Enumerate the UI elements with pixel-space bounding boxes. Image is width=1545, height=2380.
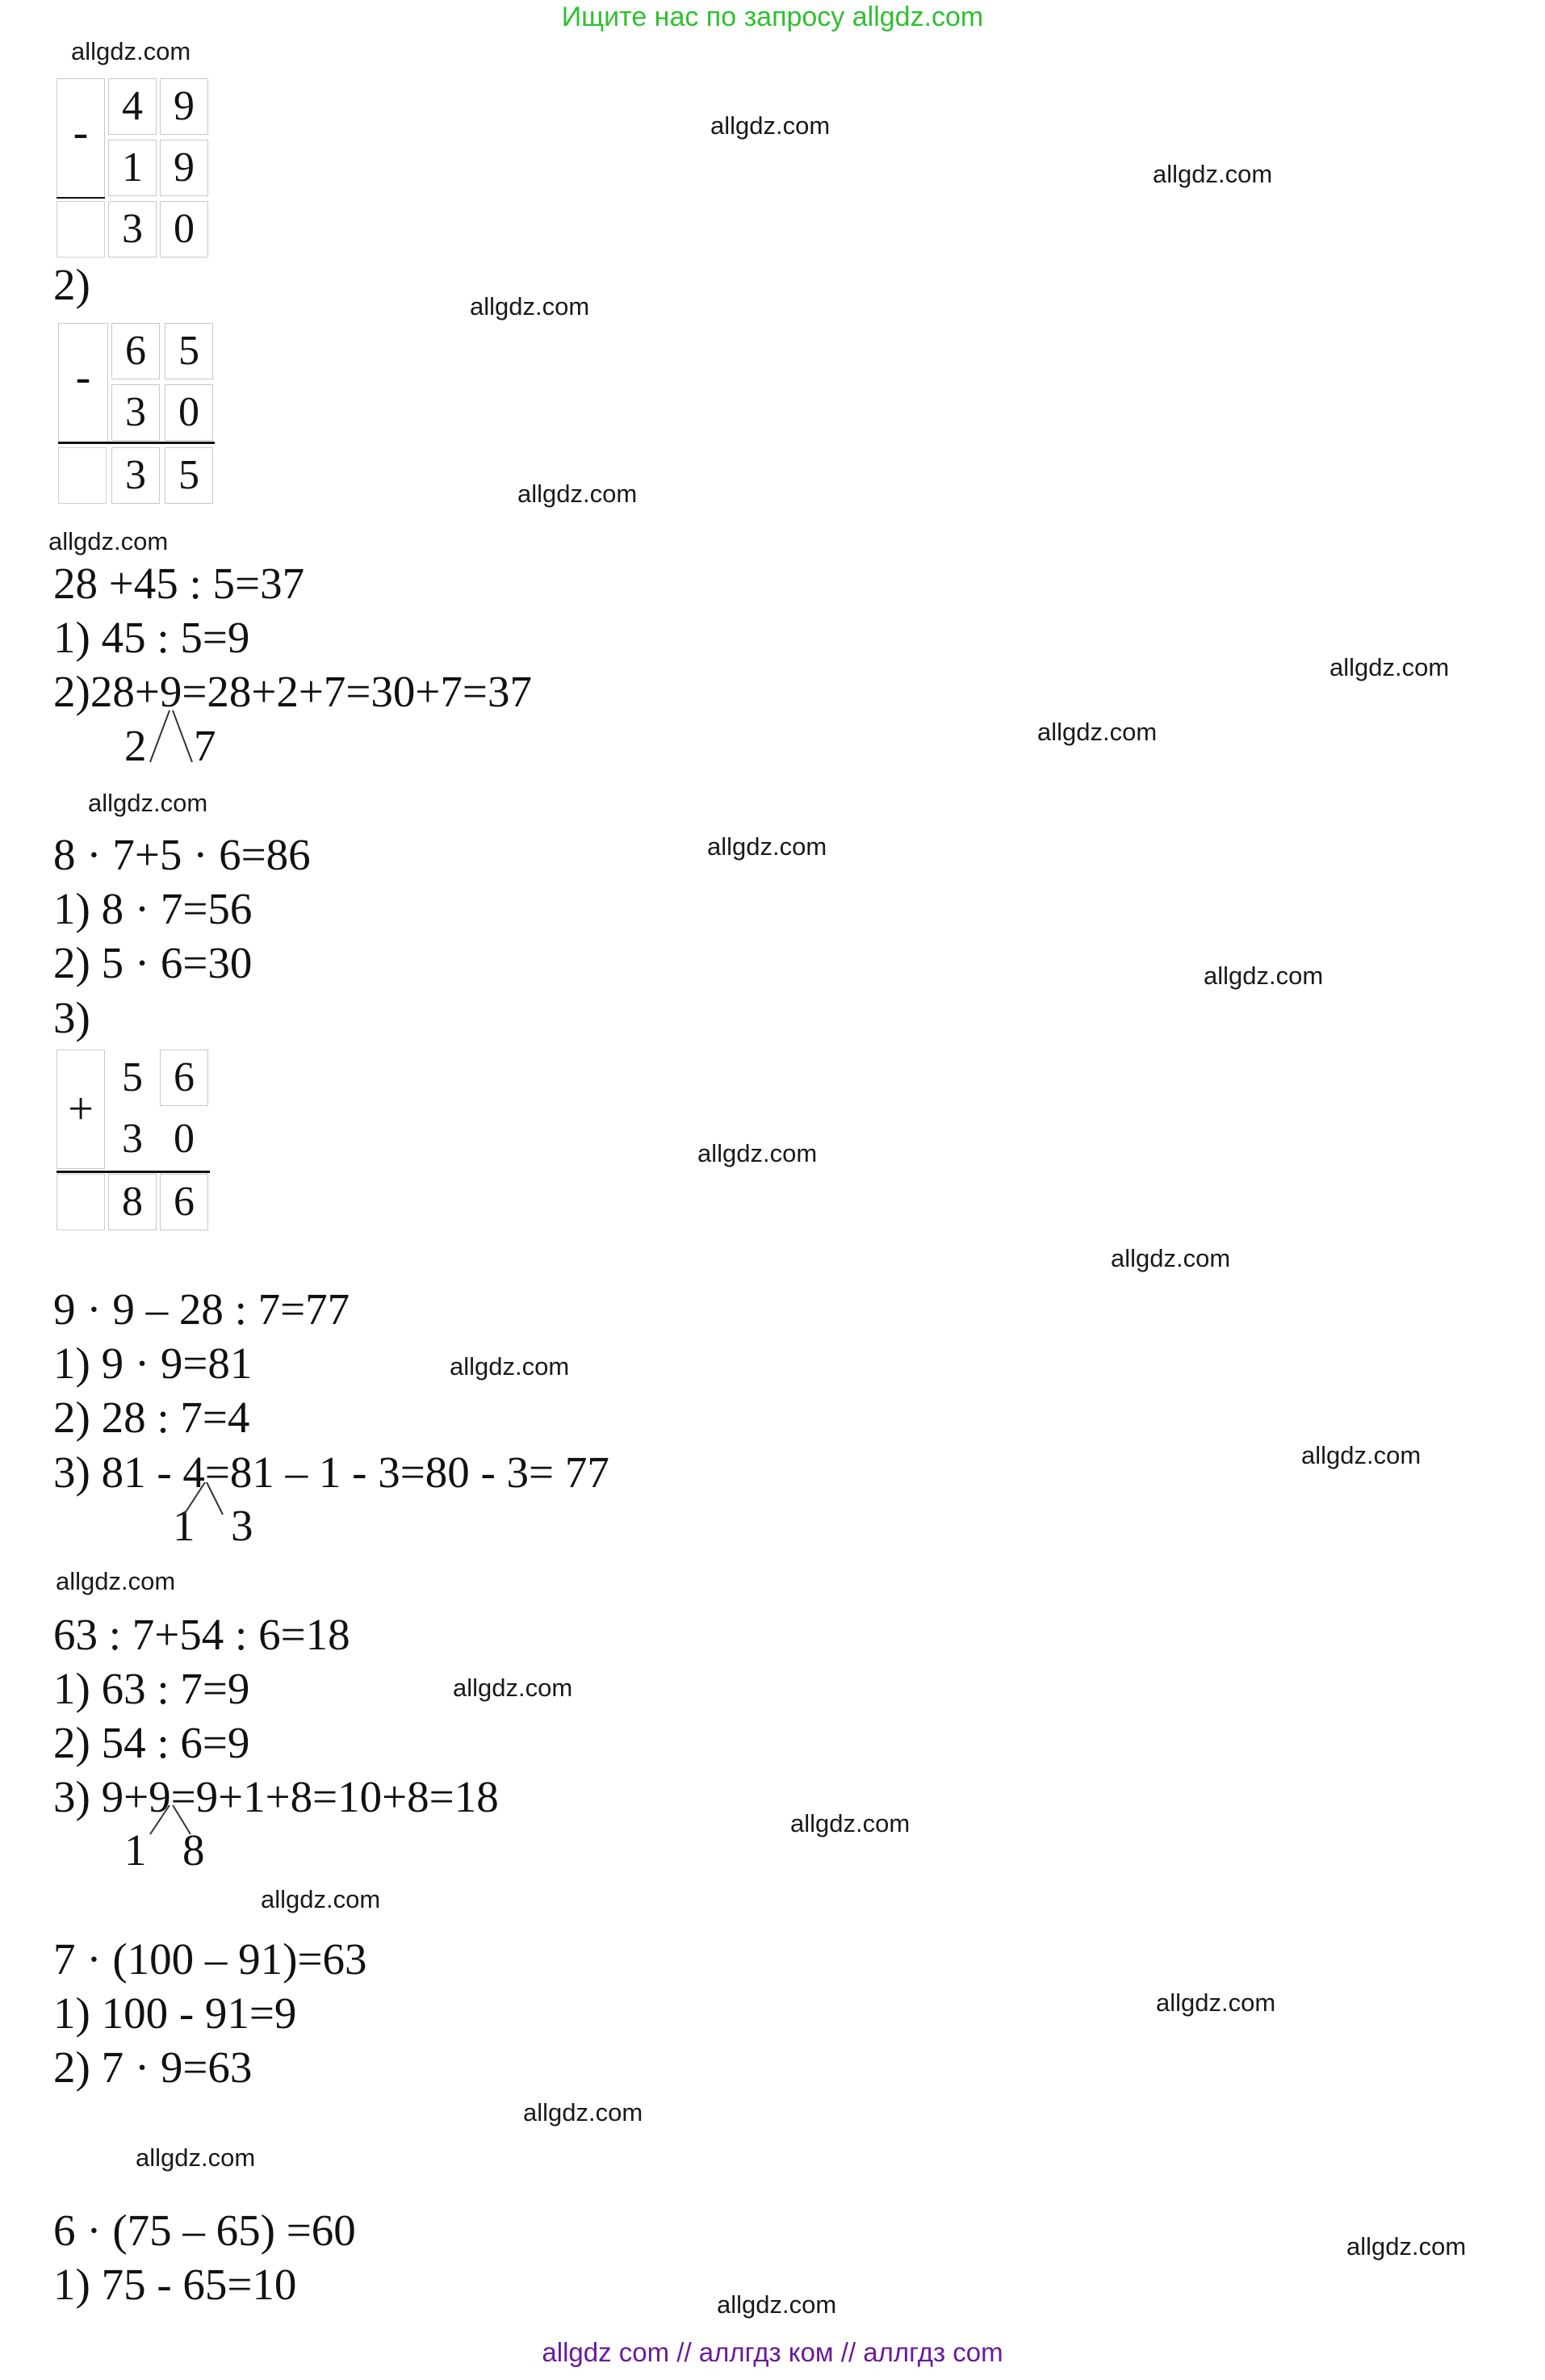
split-digit: 7 bbox=[194, 721, 216, 770]
footer-links[interactable]: allgdz com // аллгдз ком // аллгдз com bbox=[542, 2337, 1003, 2367]
watermark: allgdz.com bbox=[790, 1809, 911, 1837]
watermark: allgdz.com bbox=[1346, 2232, 1467, 2261]
step: 3) 81 - 4=81 – 1 - 3=80 - 3= 77 bbox=[53, 1448, 609, 1497]
digit: 3 bbox=[111, 447, 160, 504]
expression: 9 · 9 – 28 : 7=77 bbox=[53, 1284, 350, 1334]
watermark: allgdz.com bbox=[1329, 653, 1450, 681]
digit: 6 bbox=[160, 1050, 208, 1106]
step-label: 2) bbox=[53, 260, 90, 309]
watermark: allgdz.com bbox=[56, 1567, 176, 1595]
digit: 9 bbox=[160, 78, 208, 135]
digit: 5 bbox=[165, 447, 213, 504]
minus-sign: - bbox=[73, 107, 89, 157]
watermark: allgdz.com bbox=[48, 527, 169, 555]
digit: 3 bbox=[111, 384, 160, 441]
watermark: allgdz.com bbox=[88, 789, 208, 817]
step: 1) 9 · 9=81 bbox=[53, 1339, 253, 1388]
split-digit: 8 bbox=[182, 1825, 205, 1875]
digit: 8 bbox=[108, 1174, 157, 1230]
watermark: allgdz.com bbox=[1301, 1441, 1421, 1469]
digit: 4 bbox=[108, 78, 157, 135]
split-digit: 2 bbox=[124, 721, 147, 770]
expression: 7 · (100 – 91)=63 bbox=[53, 1934, 367, 1984]
watermark: allgdz.com bbox=[470, 292, 590, 321]
top-banner[interactable]: Ищите нас по запросу allgdz.com bbox=[561, 2, 984, 32]
watermark: allgdz.com bbox=[71, 37, 191, 65]
step: 2)28+9=28+2+7=30+7=37 bbox=[53, 667, 532, 716]
watermark: allgdz.com bbox=[261, 1885, 381, 1913]
watermark: allgdz.com bbox=[523, 2098, 643, 2126]
step: 1) 45 : 5=9 bbox=[53, 613, 250, 662]
digit: 1 bbox=[108, 140, 157, 196]
digit: 5 bbox=[165, 323, 213, 379]
step: 1) 75 - 65=10 bbox=[53, 2260, 297, 2309]
watermark: allgdz.com bbox=[450, 1352, 570, 1381]
digit: 3 bbox=[108, 201, 157, 258]
step: 2) 7 · 9=63 bbox=[53, 2043, 253, 2092]
digit: 3 bbox=[108, 1111, 157, 1167]
watermark: allgdz.com bbox=[517, 480, 638, 508]
minus-sign: - bbox=[75, 352, 91, 402]
step: 1) 100 - 91=9 bbox=[53, 1988, 297, 2038]
step: 1) 8 · 7=56 bbox=[53, 884, 253, 933]
digit: 6 bbox=[160, 1174, 208, 1230]
digit: 5 bbox=[108, 1050, 157, 1106]
digit: 0 bbox=[160, 201, 208, 258]
expression: 28 +45 : 5=37 bbox=[53, 559, 305, 608]
watermark: allgdz.com bbox=[1037, 718, 1158, 746]
watermark: allgdz.com bbox=[1111, 1244, 1231, 1272]
watermark: allgdz.com bbox=[697, 1139, 818, 1167]
watermark: allgdz.com bbox=[1153, 160, 1273, 188]
step: 2) 28 : 7=4 bbox=[53, 1393, 250, 1442]
step: 2) 5 · 6=30 bbox=[53, 938, 253, 987]
digit: 0 bbox=[165, 384, 213, 441]
step: 2) 54 : 6=9 bbox=[53, 1718, 250, 1767]
expression: 6 · (75 – 65) =60 bbox=[53, 2206, 356, 2255]
split-digit: 1 bbox=[173, 1501, 195, 1550]
watermark: allgdz.com bbox=[453, 1674, 573, 1702]
split-digit: 3 bbox=[231, 1501, 253, 1550]
expression: 63 : 7+54 : 6=18 bbox=[53, 1610, 350, 1659]
watermark: allgdz.com bbox=[1204, 962, 1324, 990]
expression: 8 · 7+5 · 6=86 bbox=[53, 830, 311, 879]
watermark: allgdz.com bbox=[710, 111, 831, 140]
plus-sign: + bbox=[68, 1084, 94, 1134]
step: 1) 63 : 7=9 bbox=[53, 1664, 250, 1713]
watermark: allgdz.com bbox=[136, 2143, 256, 2172]
digit: 0 bbox=[160, 1111, 208, 1167]
watermark: allgdz.com bbox=[1156, 1988, 1276, 2017]
digit: 6 bbox=[111, 323, 160, 379]
split-digit: 1 bbox=[124, 1825, 147, 1875]
step: 3) 9+9=9+1+8=10+8=18 bbox=[53, 1772, 499, 1821]
digit: 9 bbox=[160, 140, 208, 196]
watermark: allgdz.com bbox=[707, 832, 827, 861]
watermark: allgdz.com bbox=[717, 2290, 837, 2319]
step: 3) bbox=[53, 993, 90, 1042]
